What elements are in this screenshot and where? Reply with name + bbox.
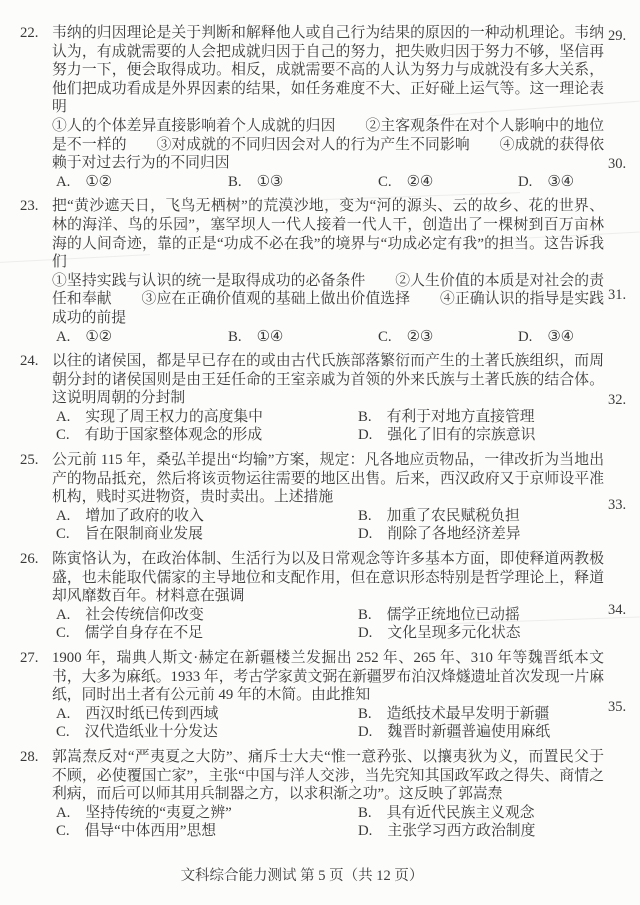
margin-question-number-31: 31. [608, 287, 627, 303]
option-c [56, 426, 358, 445]
question-stem: 韦纳的归因理论是关于判断和解释他人或自己行为结果的原因的一种动机理论。韦纳认为，有成就需要的人会把成就归因于自己的努力，把失败归因于努力不够，坚信再努力一下，便会取得成功。相反，成就需要不高的人认为努力与成就没有多大关系，他们把成功看成是外界因素的结果，如任务难度不大、正好碰上运气等。这一理论表明 [52, 25, 604, 116]
option-label: D. [358, 625, 373, 642]
option-d [358, 822, 604, 841]
options-row [52, 173, 604, 192]
option-b [358, 606, 604, 625]
question-number: 26. [20, 551, 39, 568]
option-text: 加重了农民赋税负担 [386, 507, 520, 524]
option-label: A. [56, 507, 71, 524]
option-d [518, 173, 574, 192]
option-label: C. [56, 427, 70, 444]
option-b [358, 705, 604, 724]
option-text: 造纸技术最早发明于新疆 [386, 705, 550, 722]
option-text: 具有近代民族主义观念 [386, 804, 535, 821]
option-text: 倡导“中体西用”思想 [84, 823, 217, 840]
options-grid [52, 705, 604, 742]
question-number: 22. [20, 25, 39, 41]
option-label: C. [378, 173, 392, 190]
option-c [378, 173, 518, 192]
option-b [228, 173, 378, 192]
option-b [358, 408, 604, 427]
option-text: 坚持传统的“夷夏之辨” [85, 804, 232, 821]
option-text: 儒学正统地位已动摇 [386, 606, 520, 623]
margin-question-number-33: 33. [608, 497, 627, 513]
options-grid [52, 804, 604, 841]
option-a [56, 173, 228, 192]
option-text: 儒学自身存在不足 [84, 625, 203, 642]
footer-page-label: 文科综合能力测试 第 5 页（共 12 页） [180, 868, 424, 884]
question-number: 24. [20, 353, 39, 370]
option-a [56, 328, 228, 347]
margin-question-number-32: 32. [608, 392, 627, 408]
option-text: 文化呈现多元化状态 [387, 625, 521, 642]
option-label: C. [56, 526, 70, 543]
option-text: ③④ [547, 173, 574, 190]
option-d [518, 328, 574, 347]
option-text: ①③ [256, 173, 284, 190]
question-27 [0, 649, 604, 742]
option-label: A. [56, 606, 71, 623]
option-text: 强化了旧有的宗族意识 [387, 427, 536, 444]
options-grid [52, 408, 604, 445]
option-label: B. [358, 705, 372, 722]
option-label: D. [518, 328, 533, 345]
option-label: D. [518, 173, 533, 190]
option-label: D. [358, 526, 373, 543]
option-label: C. [56, 625, 70, 642]
option-d [358, 426, 604, 445]
question-stem: 把“黄沙遮天日，飞鸟无栖树”的荒漠沙地，变为“河的源头、云的故乡、花的世界、林的海洋、鸟的乐园”，塞罕坝人一代人接着一代人干，创造出了一棵树到百万亩林海的人间奇迹，靠的正是“功成不必在我”的境界与“功成必定有我”的担当。这告诉我们 [52, 198, 604, 271]
question-subitems: ①坚持实践与认识的统一是取得成功的必备条件 ②人生价值的本质是对社会的责任和奉献 ③应在正确价值观的基础上做出价值选择 ④正确认识的指导是实践成功的前提 [52, 272, 604, 326]
option-text: 汉代造纸业十分发达 [84, 724, 218, 741]
question-28 [0, 748, 604, 841]
question-stem: 1900 年，瑞典人斯文·赫定在新疆楼兰发掘出 252 年、265 年、310 年等魏晋纸本文书，大多为麻纸。1933 年，考古学家黄文弼在新疆罗布泊汉烽燧遗址首次发现一片麻纸，同时出土者有公元前 49 年的木简。由此推知 [52, 650, 604, 704]
options-row [52, 328, 604, 347]
question-26 [0, 550, 604, 643]
option-b [358, 507, 604, 526]
question-number: 23. [20, 198, 39, 215]
option-text: 削除了各地经济差异 [387, 526, 521, 543]
question-stem: 以往的诸侯国，都是早已存在的或由古代氏族部落繁衍而产生的土著氏族组织，而周朝分封的诸侯国则是由王廷任命的王室亲戚为首领的外来氏族与土著氏族的结合体。这说明周朝的分封制 [52, 353, 604, 407]
question-stem: 陈寅恪认为，在政治体制、生活行为以及日常观念等许多基本方面，即使释道两教极盛，也未能取代儒家的主导地位和支配作用，但在意识形态特别是哲学理论上，释道却风靡数百年。材料意在强调 [52, 551, 604, 605]
option-a [56, 606, 358, 625]
option-text: 有助于国家整体观念的形成 [84, 427, 263, 444]
option-c [56, 723, 358, 742]
option-text: ②③ [406, 328, 434, 345]
option-text: 魏晋时新疆普遍使用麻纸 [387, 724, 551, 741]
option-label: A. [56, 408, 71, 425]
option-label: D. [358, 823, 373, 840]
question-column [0, 24, 604, 847]
option-c [56, 624, 358, 643]
margin-question-number-34: 34. [608, 602, 627, 618]
question-25 [0, 451, 604, 544]
option-label: A. [56, 804, 71, 821]
option-label: C. [56, 823, 70, 840]
option-b [228, 328, 378, 347]
option-a [56, 408, 358, 427]
question-24 [0, 352, 604, 445]
option-label: C. [56, 724, 70, 741]
option-a [56, 804, 358, 823]
option-a [56, 507, 358, 526]
margin-question-number-29: 29. [608, 28, 627, 44]
option-text: ②④ [406, 173, 434, 190]
option-label: B. [358, 408, 372, 425]
margin-question-number-30: 30. [608, 156, 627, 172]
question-stem: 公元前 115 年，桑弘羊提出“均输”方案，规定：凡各地应贡物品，一律改折为当地出产的物品抵充，然后将该贡物运往需要的地区出售。后来，西汉政府又于京师设平准机构，贱时买进物资，贵时卖出。上述措施 [52, 452, 604, 506]
option-label: B. [358, 804, 372, 821]
option-b [358, 804, 604, 823]
question-number: 25. [20, 452, 39, 469]
question-23 [0, 197, 604, 346]
option-label: B. [358, 606, 372, 623]
option-label: A. [56, 705, 71, 722]
option-label: D. [358, 427, 373, 444]
option-label: A. [56, 328, 71, 345]
option-d [358, 723, 604, 742]
option-text: 有利于对地方直接管理 [386, 408, 535, 425]
options-grid [52, 507, 604, 544]
question-number: 28. [20, 748, 39, 765]
option-label: B. [228, 328, 242, 345]
option-label: A. [56, 173, 71, 190]
margin-question-number-35: 35. [608, 699, 627, 715]
option-c [378, 328, 518, 347]
option-text: ③④ [547, 328, 574, 345]
options-grid [52, 606, 604, 643]
option-text: 实现了周王权力的高度集中 [85, 408, 263, 425]
option-text: 旨在限制商业发展 [84, 526, 203, 543]
option-text: 增加了政府的收入 [85, 507, 204, 524]
option-a [56, 705, 358, 724]
option-label: B. [228, 173, 242, 190]
option-text: 西汉时纸已传到西域 [85, 705, 219, 722]
option-d [358, 525, 604, 544]
question-number: 27. [20, 650, 39, 666]
option-text: ①② [85, 328, 112, 345]
option-c [56, 525, 358, 544]
option-label: B. [358, 507, 372, 524]
option-label: C. [378, 328, 392, 345]
option-label: D. [358, 724, 373, 741]
question-subitems: ①人的个体差异直接影响着个人成就的归因 ②主客观条件在对个人影响中的地位是不一样的 ③对成就的不同归因会对人的行为产生不同影响 ④成就的获得依赖于对过去行为的不同归因 [52, 117, 604, 172]
option-text: ①④ [256, 328, 284, 345]
question-22 [0, 24, 604, 191]
option-d [358, 624, 604, 643]
option-c [56, 822, 358, 841]
option-text: 社会传统信仰改变 [85, 606, 204, 623]
option-text: ①② [85, 173, 112, 190]
option-text: 主张学习西方政治制度 [387, 823, 536, 840]
question-stem: 郭嵩焘反对“严夷夏之大防”、痛斥士大夫“惟一意矜张、以攘夷狄为义，而置民父于不顾，必使覆国亡家”，主张“中国与洋人交涉，当先究知其国政军政之得失、商情之利病，而后可以师其用兵制器之方，以求积渐之功”。这反映了郭嵩焘 [52, 748, 604, 803]
